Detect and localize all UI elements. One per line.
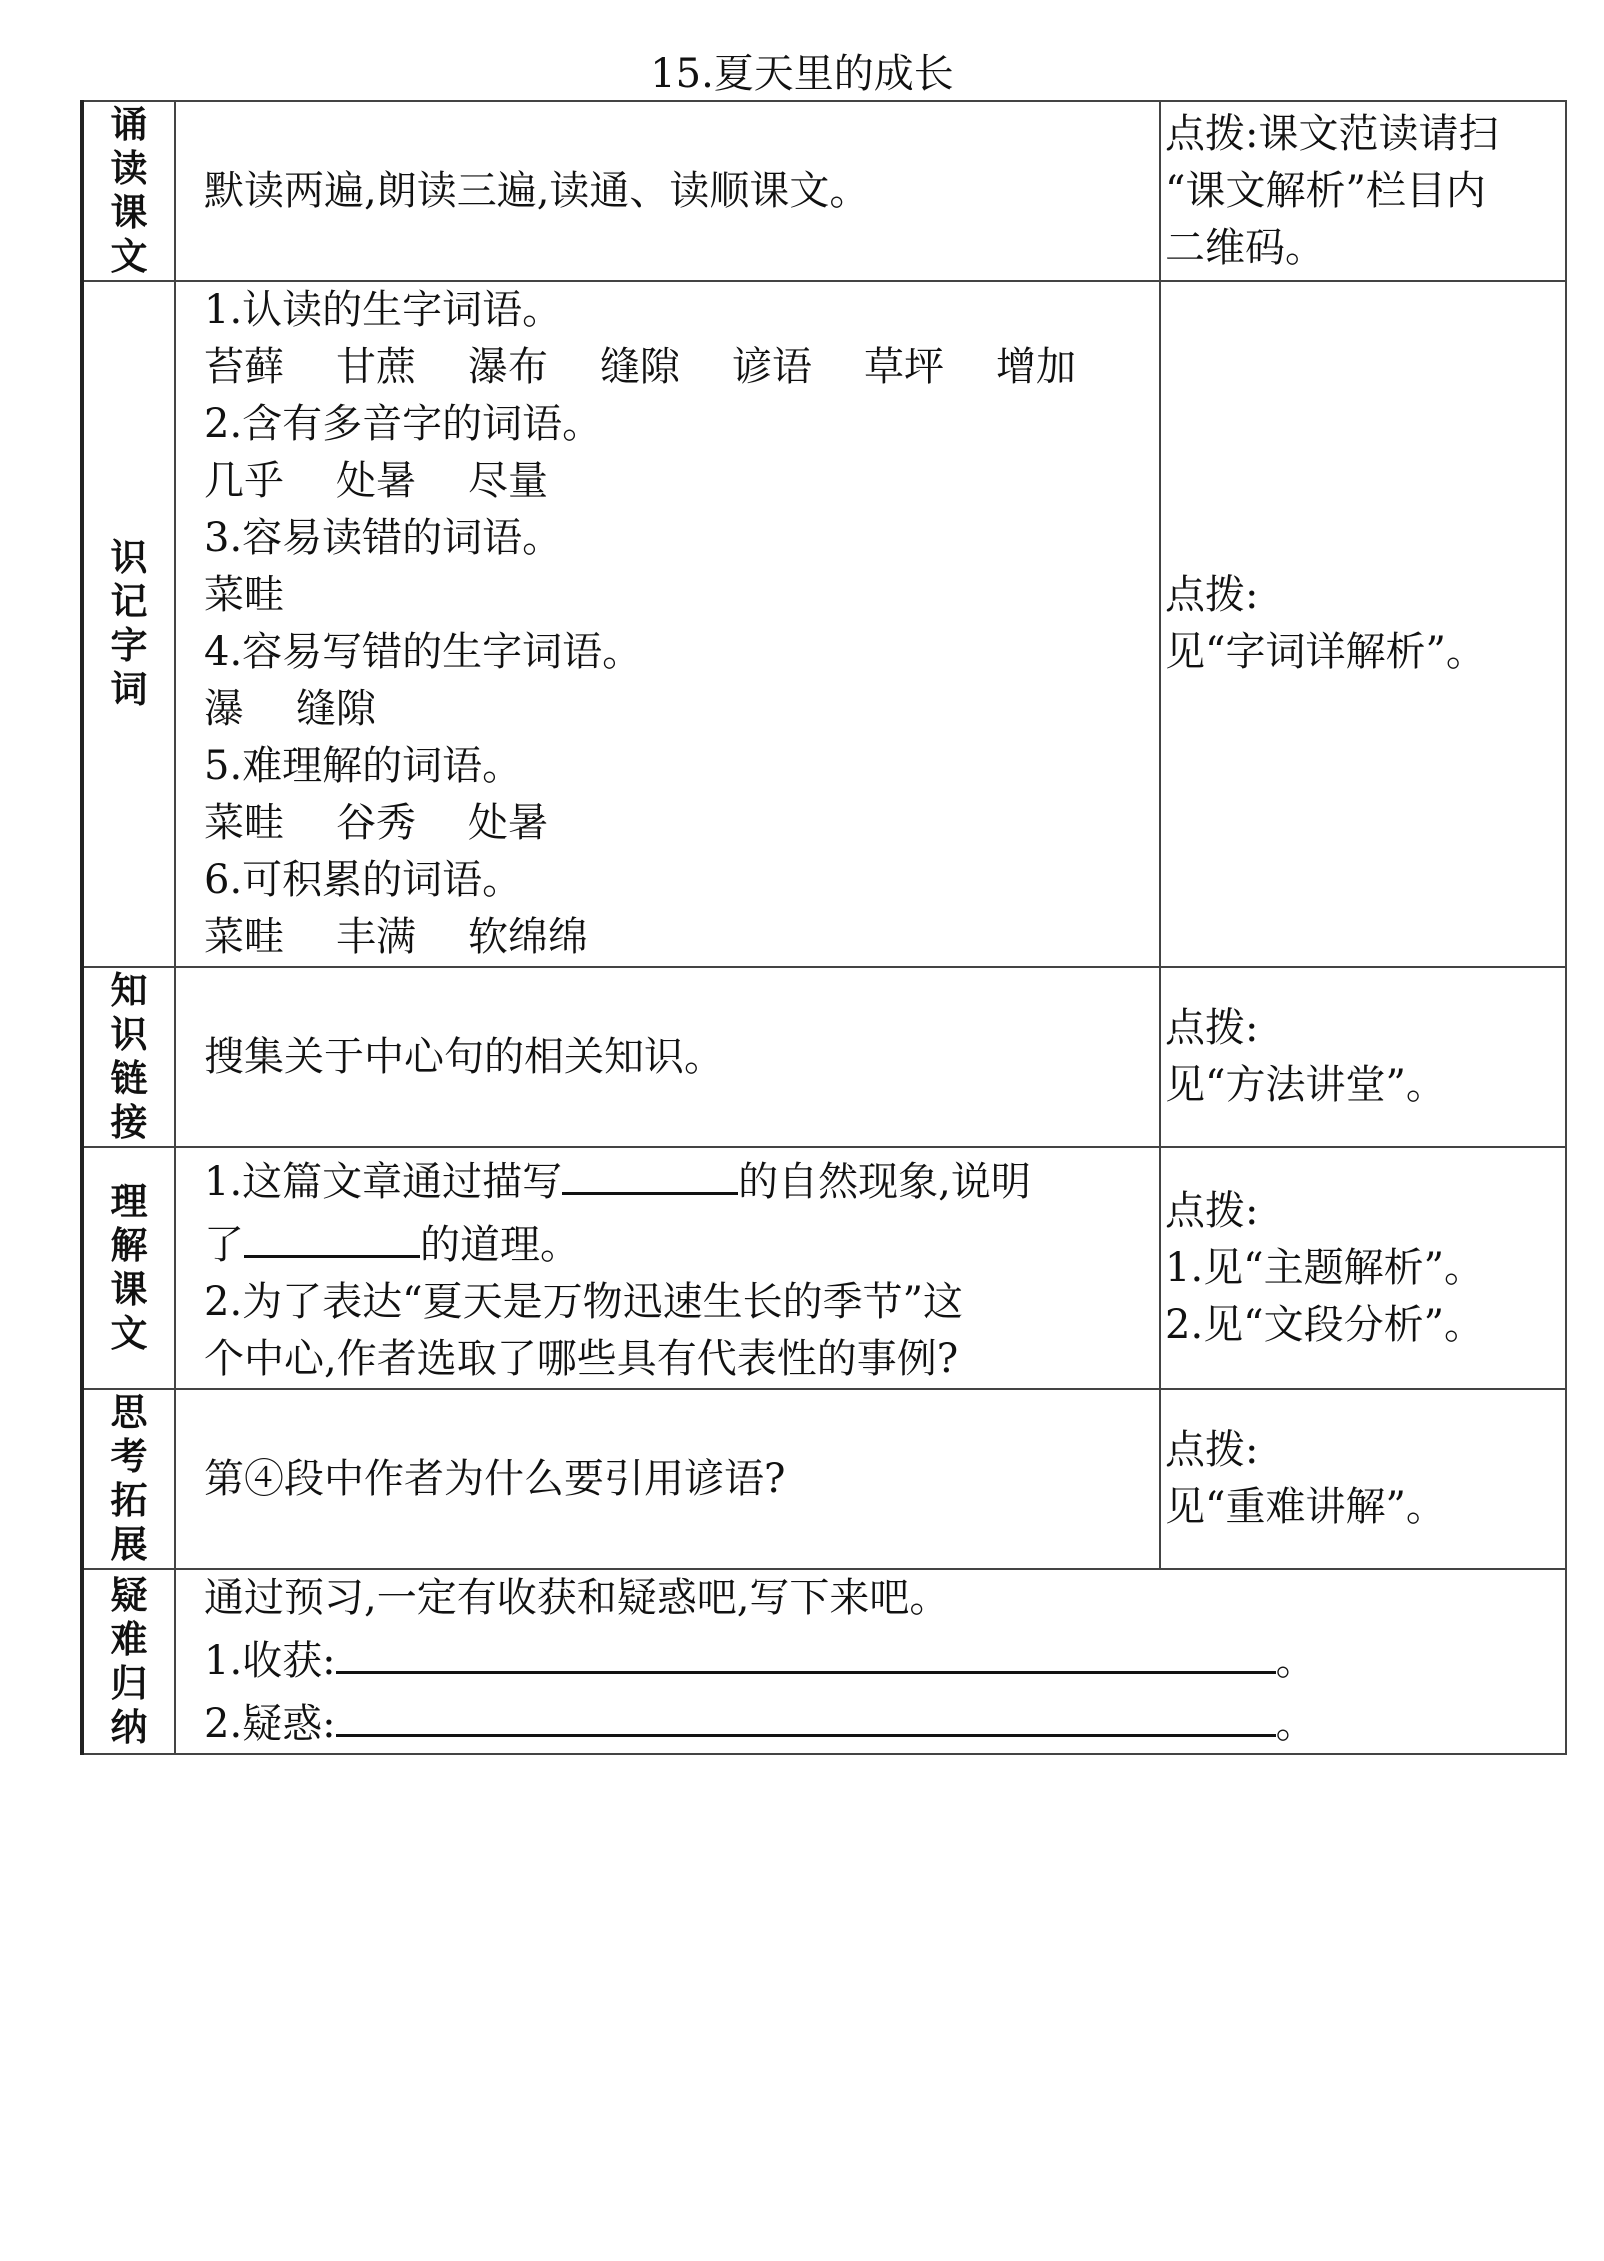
gain-line: 1.收获: 。: [204, 1627, 1555, 1690]
vocab-heading: 4.容易写错的生字词语。: [204, 629, 643, 675]
question-2-line-1: 2.为了表达“夏天是万物迅速生长的季节”这: [204, 1279, 964, 1325]
row-extend: [82, 1389, 1566, 1569]
vocab-heading: 1.认读的生字词语。: [204, 287, 563, 333]
gain-blank[interactable]: [336, 1627, 1276, 1674]
recite-tip: 点拨:课文范读请扫 “课文解析”栏目内 二维码。: [1160, 101, 1566, 281]
vocab-words: 菜畦 丰满 软绵绵: [204, 914, 588, 960]
summary-content: 通过预习,一定有收获和疑惑吧,写下来吧。 1.收获: 。 2.疑惑: 。: [175, 1569, 1566, 1754]
vocab-words: 几乎 处暑 尽量: [204, 458, 548, 504]
doubt-line: 2.疑惑: 。: [204, 1690, 1555, 1753]
section-label-extend: 思 考 拓 展: [82, 1389, 175, 1569]
extend-tip: 点拨: 见“重难讲解”。: [1160, 1389, 1566, 1569]
question-1-line-2: 了 的道理。: [204, 1211, 1149, 1274]
vocab-words: 菜畦 谷秀 处暑: [204, 800, 548, 846]
row-summary: [82, 1569, 1566, 1754]
section-label-vocab: 识 记 字 词: [82, 281, 175, 967]
row-knowledge: [82, 967, 1566, 1147]
question-2-line-2: 个中心,作者选取了哪些具有代表性的事例?: [204, 1336, 959, 1382]
question-1-line-1: 1.这篇文章通过描写 的自然现象,说明: [204, 1148, 1149, 1211]
vocab-heading: 3.容易读错的词语。: [204, 515, 563, 561]
vocab-words: 瀑 缝隙: [204, 686, 376, 732]
understand-tip: 点拨: 1.见“主题解析”。 2.见“文段分析”。: [1160, 1147, 1566, 1389]
row-vocab: [82, 281, 1566, 967]
row-recite: [82, 101, 1566, 281]
doubt-blank[interactable]: [336, 1690, 1276, 1737]
section-label-knowledge: 知 识 链 接: [82, 967, 175, 1147]
row-understand: [82, 1147, 1566, 1389]
vocab-heading: 2.含有多音字的词语。: [204, 401, 603, 447]
vocab-words: 苔藓 甘蔗 瀑布 缝隙 谚语 草坪 增加: [204, 344, 1076, 390]
understand-content: [175, 1147, 1160, 1389]
knowledge-tip: 点拨: 见“方法讲堂”。: [1160, 967, 1566, 1147]
page-title: 15.夏天里的成长: [650, 51, 954, 97]
vocab-tip: 点拨: 见“字词详解析”。: [1160, 281, 1566, 967]
preview-table: [80, 100, 1567, 1755]
section-label-recite: 诵 读 课 文: [82, 101, 175, 281]
vocab-words: 菜畦: [204, 572, 284, 618]
section-label-understand: 理 解 课 文: [82, 1147, 175, 1389]
section-label-summary: 疑 难 归 纳: [82, 1569, 175, 1754]
vocab-content: [175, 281, 1160, 967]
knowledge-content: 搜集关于中心句的相关知识。: [175, 967, 1160, 1147]
answer-blank[interactable]: [562, 1148, 738, 1195]
vocab-heading: 5.难理解的词语。: [204, 743, 523, 789]
vocab-heading: 6.可积累的词语。: [204, 857, 523, 903]
answer-blank[interactable]: [244, 1211, 420, 1258]
recite-content: 默读两遍,朗读三遍,读通、读顺课文。: [175, 101, 1160, 281]
extend-content: 第④段中作者为什么要引用谚语?: [175, 1389, 1160, 1569]
